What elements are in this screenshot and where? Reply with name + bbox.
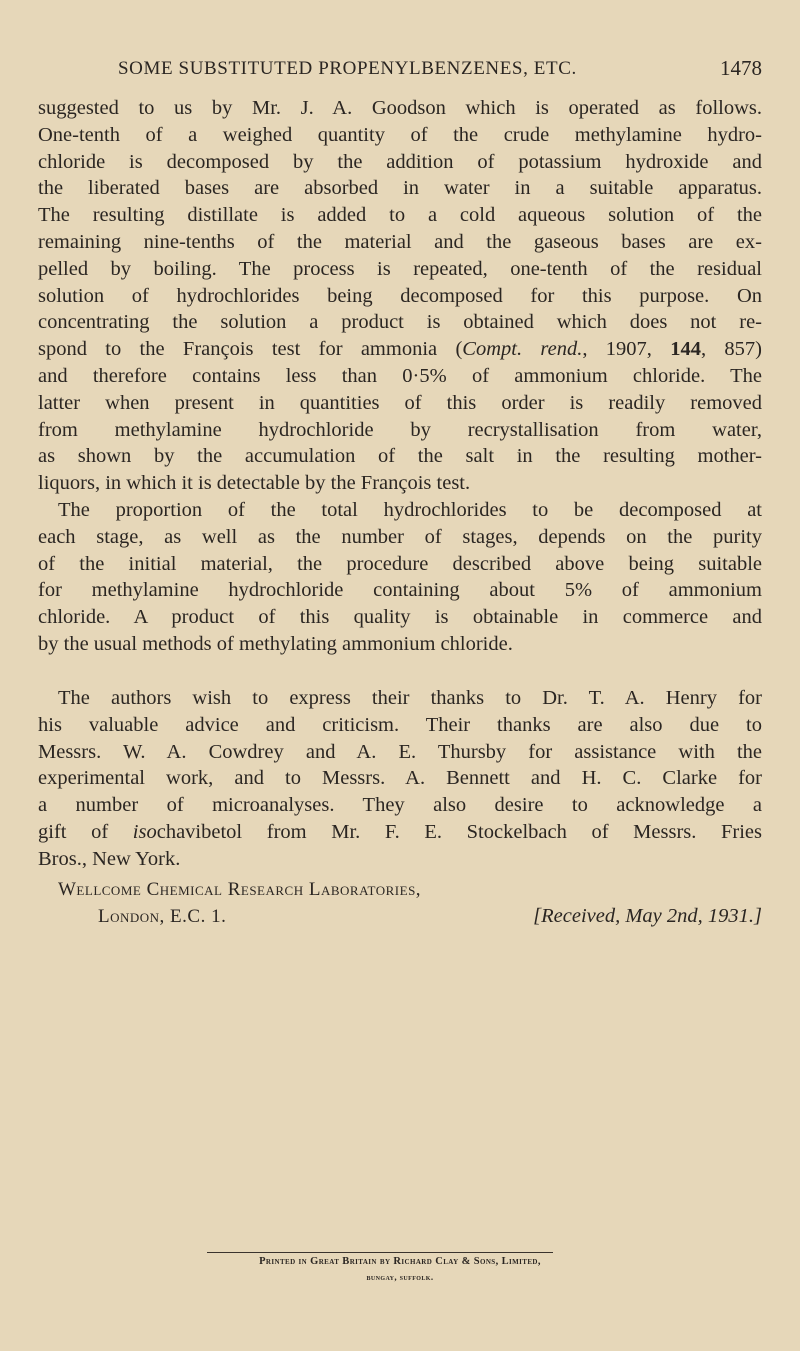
affiliation-line-1: Wellcome Chemical Research Laboratories, xyxy=(58,879,422,900)
text-line: concentrating the solution a product is obtained which does not re- xyxy=(38,311,762,334)
text-line: each stage, as well as the number of stages, depends on the purity xyxy=(38,525,762,548)
text-line: The authors wish to express their thanks to Dr. T. A. Henry for xyxy=(58,687,762,709)
text-line: and therefore contains less than 0·5% of ammonium chloride. The xyxy=(38,365,762,387)
text-line: Bros., New York. xyxy=(38,847,181,870)
text-line: from methylamine hydrochloride by recrystallisation from water, xyxy=(38,418,762,441)
imprint-line-1: Printed in Great Britain by Richard Clay & Sons, Limited, xyxy=(259,1256,541,1267)
text-line: chloride is decomposed by the addition of potassium hydroxide and xyxy=(38,150,762,173)
italic-text: iso xyxy=(132,821,157,843)
text-line: One-tenth of a weighed quantity of the crude methylamine hydro- xyxy=(38,123,762,146)
running-title: SOME SUBSTITUTED PROPENYLBENZENES, ETC. xyxy=(118,58,577,79)
text-segment: , 857) xyxy=(700,338,763,361)
text-line: Messrs. W. A. Cowdrey and A. E. Thursby for assistance with the xyxy=(38,740,762,763)
imprint-line-2: bungay, suffolk. xyxy=(366,1272,434,1282)
imprint-rule xyxy=(207,1252,553,1253)
text-line: The proportion of the total hydrochlorides to be decomposed at xyxy=(58,499,762,521)
text-line: a number of microanalyses. They also desire to acknowledge a xyxy=(38,794,762,817)
text-line: of the initial material, the procedure described above being suitable xyxy=(38,552,762,575)
text-line: for methylamine hydrochloride containing about 5% of ammonium xyxy=(38,579,762,602)
running-header xyxy=(38,58,762,84)
bold-text: 144 xyxy=(670,338,701,361)
text-line: liquors, in which it is detectable by the François test. xyxy=(38,472,471,495)
text-line: pelled by boiling. The process is repeated, one-tenth of the residual xyxy=(38,257,762,280)
italic-text: Compt. rend. xyxy=(462,338,583,361)
text-line: as shown by the accumulation of the salt in the resulting mother- xyxy=(38,445,762,468)
page-number: 1478 xyxy=(720,56,762,80)
text-line: suggested to us by Mr. J. A. Goodson which is operated as follows. xyxy=(38,97,762,119)
text-line xyxy=(38,336,762,362)
received-date: [Received, May 2nd, 1931.] xyxy=(533,905,762,927)
affiliation-city: London, E.C. 1. xyxy=(98,906,227,927)
text-line: his valuable advice and criticism. Their thanks are also due to xyxy=(38,713,762,736)
text-line: The resulting distillate is added to a cold aqueous solution of the xyxy=(38,204,762,227)
text-line: latter when present in quantities of this order is readily removed xyxy=(38,391,762,414)
text-line: chloride. A product of this quality is obtainable in commerce and xyxy=(38,606,762,629)
text-line: the liberated bases are absorbed in water in a suitable apparatus. xyxy=(38,177,762,200)
text-segment: , 1907, xyxy=(582,338,671,361)
text-line: solution of hydrochlorides being decomposed for this purpose. On xyxy=(38,284,762,307)
text-segment: chavibetol from Mr. F. E. Stockelbach of Messrs. Fries xyxy=(156,821,762,843)
affiliation-line-2 xyxy=(38,903,762,930)
text-segment: spond to the François test for ammonia ( xyxy=(38,338,463,361)
text-line: by the usual methods of methylating ammonium chloride. xyxy=(38,633,513,655)
text-segment: gift of xyxy=(38,821,133,843)
text-line: experimental work, and to Messrs. A. Bennett and H. C. Clarke for xyxy=(38,767,762,790)
text-line: remaining nine-tenths of the material and the gaseous bases are ex- xyxy=(38,231,762,253)
text-line xyxy=(38,819,762,845)
